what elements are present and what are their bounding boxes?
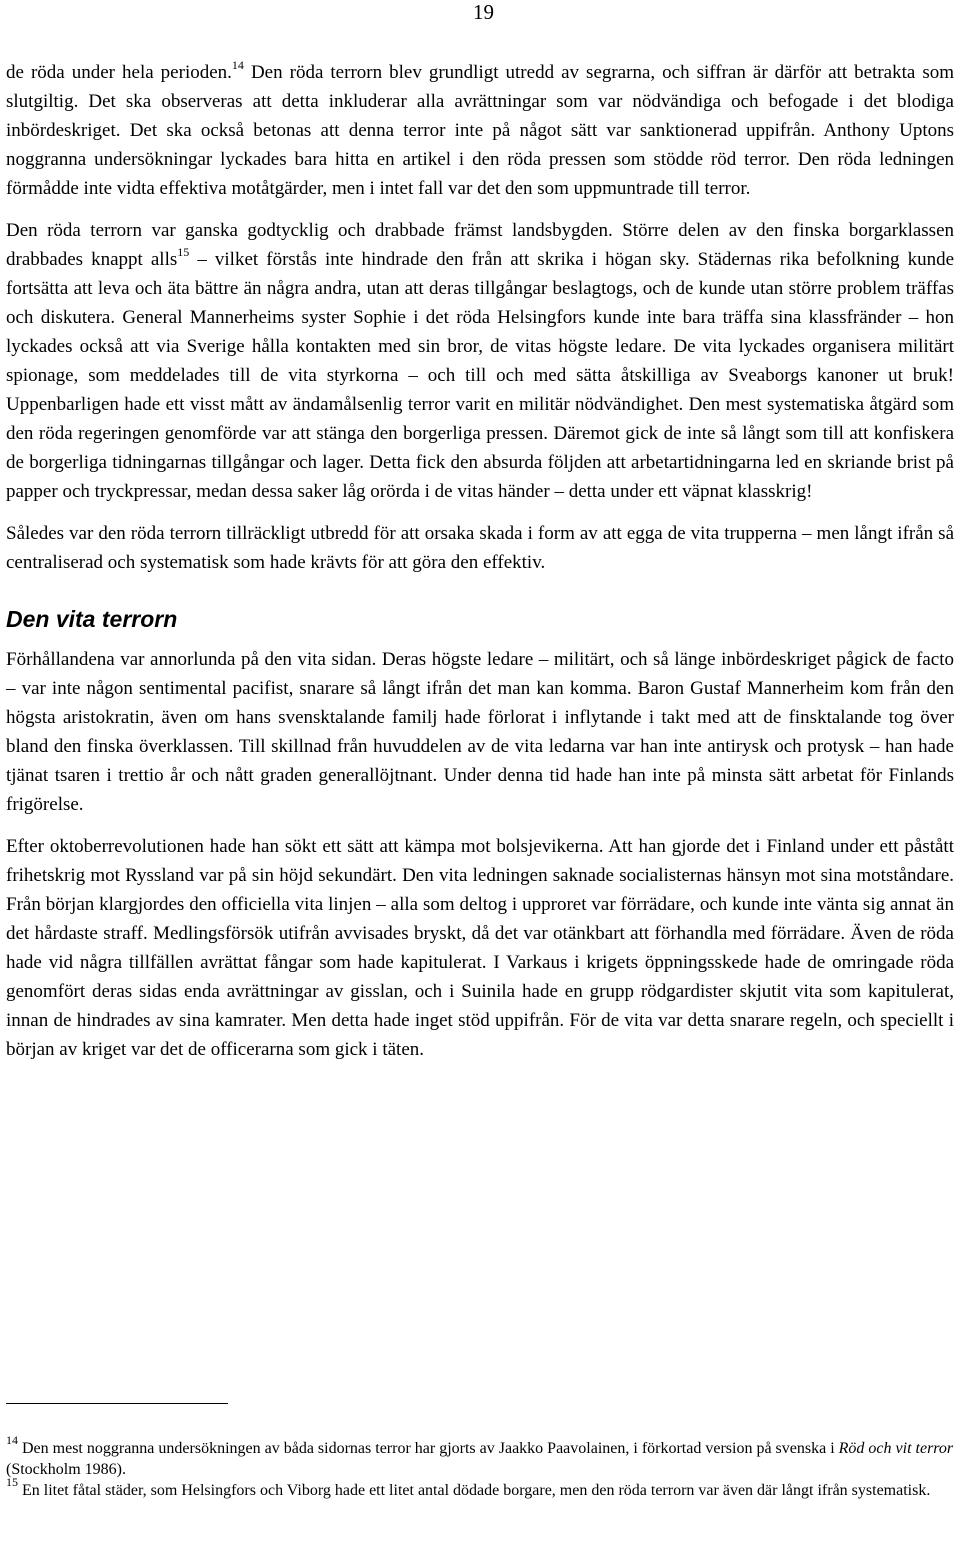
page-number: 19 <box>473 0 494 24</box>
paragraph-1-text-a: de röda under hela perioden. <box>6 62 232 83</box>
footnote-ref-15: 15 <box>177 245 190 259</box>
footnote-divider <box>6 1403 228 1404</box>
footnote-ref-14: 14 <box>231 58 244 72</box>
paragraph-1 <box>6 58 954 203</box>
footnote-number-14: 14 <box>6 1433 18 1447</box>
footnote-14 <box>6 1433 954 1480</box>
footnote-14-text-a: Den mest noggranna undersökningen av båda sidornas terror har gjorts av Jaakko Paavolainen, i förkortad version på svenska i <box>18 1440 839 1457</box>
footnote-14-text-b: (Stockholm 1986). <box>6 1461 126 1478</box>
paragraph-3: Således var den röda terrorn tillräckligt utbredd för att orsaka skada i form av att egga de vita trupperna – men långt ifrån så centraliserad och systematisk som hade krävts för att göra den effektiv. <box>6 523 954 573</box>
footnote-14-book-title: Röd och vit terror <box>838 1440 954 1457</box>
footnote-number-15: 15 <box>6 1475 18 1489</box>
main-text <box>6 58 954 1077</box>
section-paragraph-1: Förhållandena var annorlunda på den vita sidan. Deras högste ledare – militärt, och så länge inbördeskriget pågick de facto – var inte någon sentimental pacifist, snarare så långt ifrån det man kan komma. Baron Gustaf Mannerheim kom från den högsta aristokratin, även om hans svensktalande familj hade förlorat i inflytande i takt med att de finsktalande tog över bland den finska överklassen. Till skillnad från huvuddelen av de vita ledarna var han inte antirysk och protysk – han hade tjänat tsaren i trettio år och nått graden generallöjtnant. Under denna tid hade han inte på minsta sätt arbetat för Finlands frigörelse. <box>6 649 954 815</box>
section-heading: Den vita terrorn <box>6 606 178 632</box>
section-paragraph-2: Efter oktoberrevolutionen hade han sökt ett sätt att kämpa mot bolsjevikerna. Att han gjorde det i Finland under ett påstått frihetskrig mot Ryssland var på sin höjd sekundärt. Den vita ledningen saknade socialisternas hänsyn mot sina motståndare. Från början klargjordes den officiella vita linjen – alla som deltog i upproret var förrädare, och kunde inte vänta sig annat än det hårdaste straff. Medlingsförsök utifrån avvisades bryskt, då det var otänkbart att förhandla med förrädare. Även de röda hade vid några tillfällen avrättat fångar som hade kapitulerat. I Varkaus i krigets öppningsskede hade de omringade röda genomfört deras sidas enda avrättningar av gisslan, och i Suinila hade en grupp rödgardister skjutit vita som kapitulerat, innan de hindrades av sina kamrater. Men detta hade inget stöd uppifrån. För de vita var detta snarare regeln, och speciellt i början av kriget var det de officerarna som gick i täten. <box>6 836 954 1060</box>
paragraph-2 <box>6 216 954 506</box>
paragraph-1-text-b: Den röda terrorn blev grundligt utredd av segrarna, och siffran är därför att betrakta som slutgiltig. Det ska observeras att detta inkluderar alla avrättningar som var nödvändiga och befogade i det blodiga inbördeskriget. Det ska också betonas att denna terror inte på något sätt var sanktionerad uppifrån. Anthony Uptons noggranna undersökningar lyckades bara hitta en artikel i den röda pressen som stödde röd terror. Den röda ledningen förmådde inte vidta effektiva motåtgärder, men i intet fall var det den som uppmuntrade till terror. <box>6 62 954 199</box>
footnote-15 <box>6 1475 954 1501</box>
footnotes <box>6 1433 954 1501</box>
paragraph-2-text-b: – vilket förstås inte hindrade den från att skrika i högan sky. Städernas rika befolkning kunde fortsätta att leva och äta bättre än några andra, utan att deras tillgångar beslagtogs, och de kunde utan större problem träffas och diskutera. General Mannerheims syster Sophie i det röda Helsingfors kunde inte bara träffa sina klassfränder – hon lyckades också att via Sverige hålla kontakten med sin bror, de vitas högste ledare. De vita lyckades organisera militärt spionage, som meddelades till de vita styrkorna – och till och med sätta åtskilliga av Sveaborgs kanoner ut bruk! Uppenbarligen hade ett visst mått av ändamålsenlig terror varit en militär nödvändighet. Den mest systematiska åtgärd som den röda regeringen genomförde var att stänga den borgerliga pressen. Däremot gick de inte så långt som till att konfiskera de borgerliga tidningarnas tillgångar och lager. Detta fick den absurda följden att arbetartidningarna led en skriande brist på papper och tryckpressar, medan dessa saker låg orörda i de vitas händer – detta under ett väpnat klasskrig! <box>6 249 954 502</box>
footnote-15-text: En litet fåtal städer, som Helsingfors och Viborg hade ett litet antal dödade borgare, men den röda terrorn var även där långt ifrån systematisk. <box>18 1482 931 1499</box>
paragraph-2-text-a: Den röda terrorn var ganska godtycklig och drabbade främst landsbygden. Större delen av den finska borgarklassen drabbades knappt alls <box>6 220 954 270</box>
